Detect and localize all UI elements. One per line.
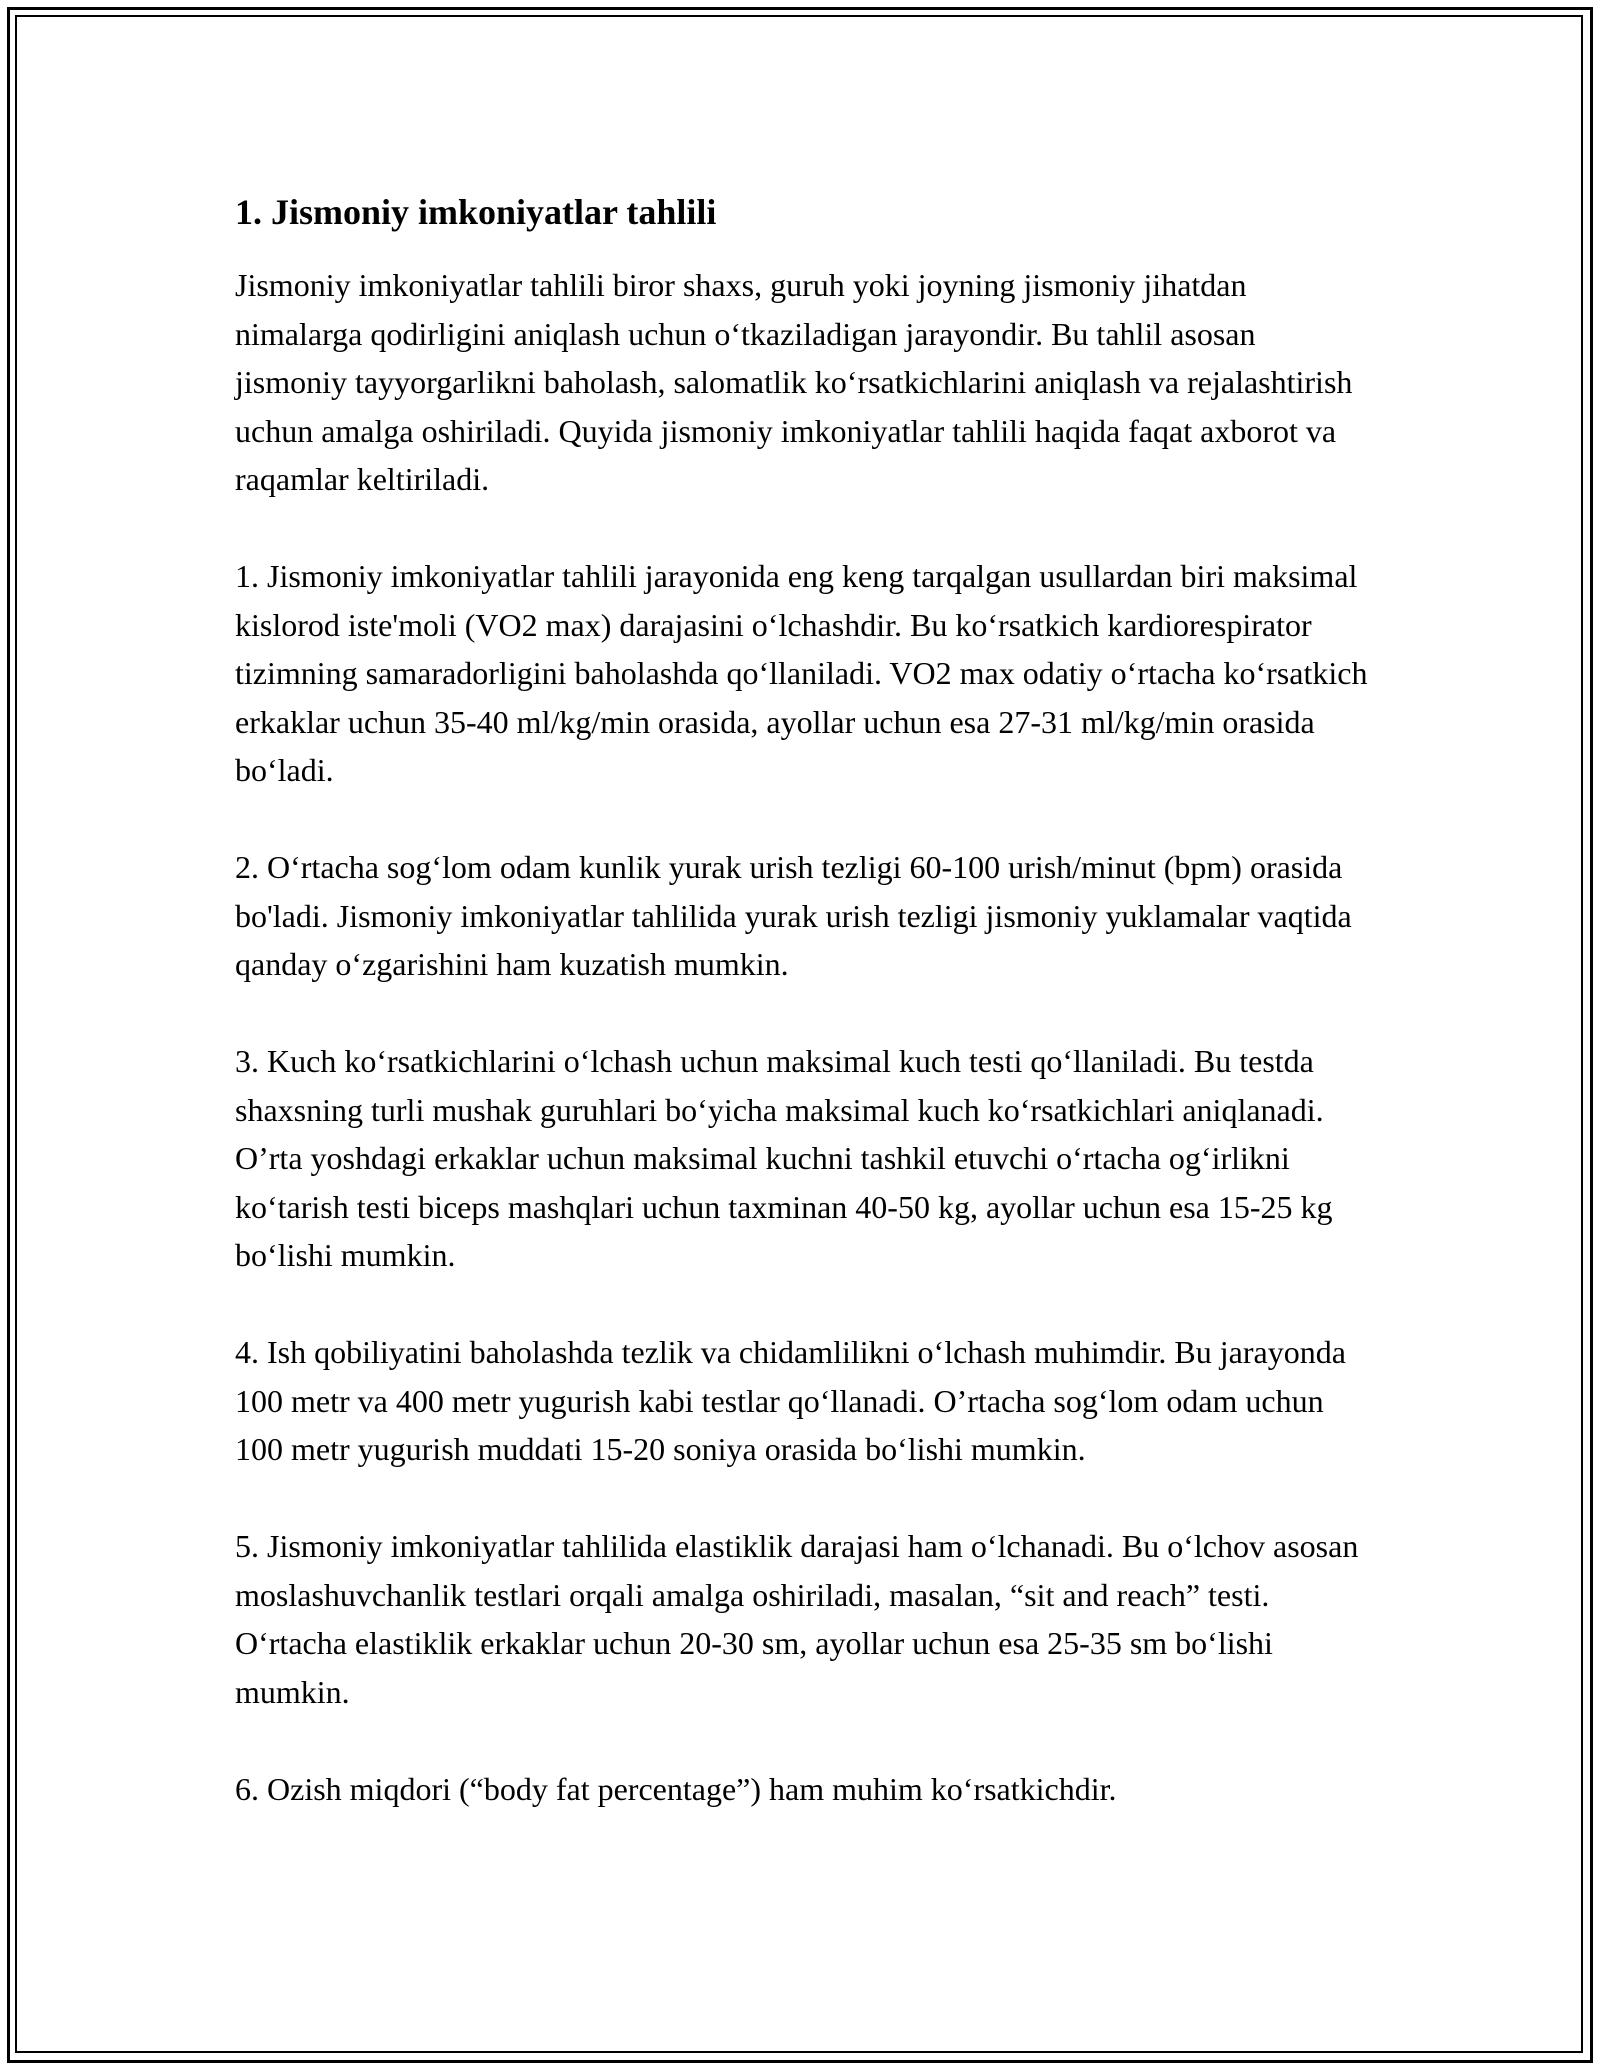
paragraph-strength: 3. Kuch ko‘rsatkichlarini o‘lchash uchun maksimal kuch testi qo‘llaniladi. Bu testda shaxsning turli mushak guruhlari bo‘yicha maksimal kuch ko‘rsatkichlari aniqlanadi. O’rta yoshdagi erkaklar uchun maksimal kuchni tashkil etuvchi o‘rtacha og‘irlikni ko‘tarish testi biceps mashqlari uchun taxminan 40-50 kg, ayollar uchun esa 15-25 kg bo‘lishi mumkin. [235, 1043, 1333, 1273]
paragraph-flexibility: 5. Jismoniy imkoniyatlar tahlilida elastiklik darajasi ham o‘lchanadi. Bu o‘lchov asosan moslashuvchanlik testlari orqali amalga oshiriladi, masalan, “sit and reach” testi. O‘rtacha elastiklik erkaklar uchun 20-30 sm, ayollar uchun esa 25-35 sm bo‘lishi mumkin. [235, 1528, 1359, 1710]
paragraph-body-fat: 6. Ozish miqdori (“body fat percentage”) ham muhim ko‘rsatkichdir. [235, 1770, 1117, 1807]
paragraph-heart-rate: 2. O‘rtacha sog‘lom odam kunlik yurak urish tezligi 60-100 urish/minut (bpm) orasida bo'ladi. Jismoniy imkoniyatlar tahlilida yurak urish tezligi jismoniy yuklamalar vaqtida qanday o‘zgarishini ham kuzatish mumkin. [235, 849, 1352, 982]
paragraph-vo2max: 1. Jismoniy imkoniyatlar tahlili jarayonida eng keng tarqalgan usullardan biri maksimal kislorod iste'moli (VO2 max) darajasini o‘lchashdir. Bu ko‘rsatkich kardiorespirator tizimning samaradorligini baholashda qo‘llaniladi. VO2 max odatiy o‘rtacha ko‘rsatkich erkaklar uchun 35-40 ml/kg/min orasida, ayollar uchun esa 27-31 ml/kg/min orasida bo‘ladi. [235, 558, 1368, 788]
paragraph-speed-endurance: 4. Ish qobiliyatini baholashda tezlik va chidamlilikni o‘lchash muhimdir. Bu jarayonda 100 metr va 400 metr yugurish kabi testlar qo‘llanadi. O’rtacha sog‘lom odam uchun 100 metr yugurish muddati 15-20 soniya orasida bo‘lishi mumkin. [235, 1334, 1346, 1467]
document-title: 1. Jismoniy imkoniyatlar tahlili [235, 192, 717, 232]
paragraph-intro: Jismoniy imkoniyatlar tahlili biror shaxs, guruh yoki joyning jismoniy jihatdan nimalarga qodirligini aniqlash uchun o‘tkaziladigan jarayondir. Bu tahlil asosan jismoniy tayyorgarlikni baholash, salomatlik ko‘rsatkichlarini aniqlash va rejalashtirish uchun amalga oshiriladi. Quyida jismoniy imkoniyatlar tahlili haqida faqat axborot va raqamlar keltiriladi. [235, 267, 1353, 497]
document-body [235, 188, 1375, 1862]
